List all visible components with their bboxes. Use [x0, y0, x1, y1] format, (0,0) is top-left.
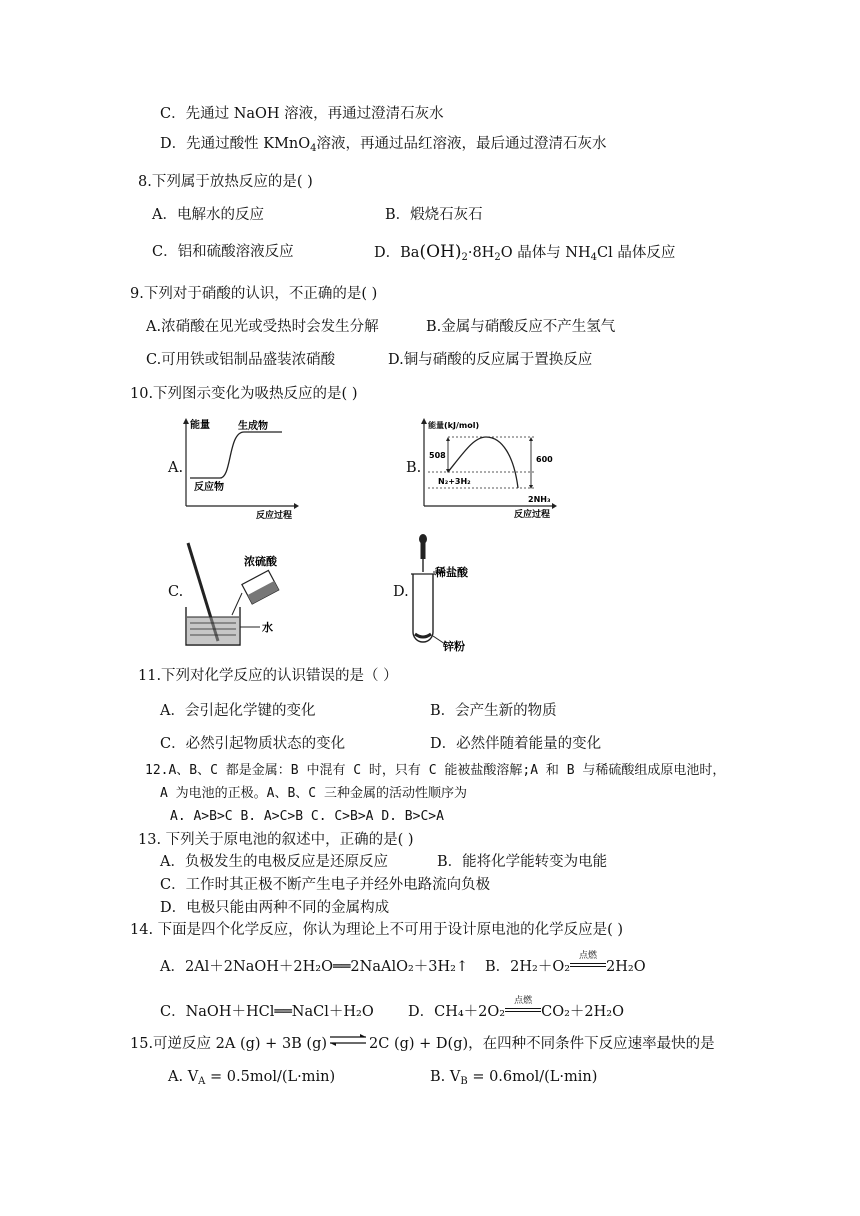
q8-option-b: B．煅烧石灰石 — [385, 207, 483, 223]
fig-a-product: 生成物 — [238, 421, 268, 432]
fig-b-value-600: 600 — [536, 455, 553, 464]
q8-option-a: A．电解水的反应 — [152, 207, 264, 223]
energy-diagram-a — [180, 416, 300, 520]
fig-b-xlabel: 反应过程 — [514, 510, 551, 520]
q7-option-c: C．先通过 NaOH 溶液，再通过澄清石灰水 — [160, 106, 444, 122]
fig-c-acid: 浓硫酸 — [244, 555, 277, 568]
q10-label-b: B. — [406, 460, 422, 476]
reversible-arrow-icon — [328, 1034, 368, 1046]
q9-option-c: C.可用铁或铝制品盛装浓硝酸 — [146, 352, 336, 368]
q13-option-b: B．能将化学能转变为电能 — [437, 854, 608, 870]
q10-label-a: A. — [168, 460, 184, 476]
fig-b-reactant: N₂+3H₂ — [438, 477, 471, 486]
q13-option-c: C．工作时其正极不断产生电子并经外电路流向负极 — [160, 877, 491, 893]
q10-label-d: D. — [393, 584, 409, 600]
q11-option-d: D．必然伴随着能量的变化 — [430, 736, 602, 752]
q9-stem: 9.下列对于硝酸的认识，不正确的是( ) — [130, 286, 378, 302]
q11-option-a: A．会引起化学键的变化 — [160, 703, 316, 719]
fig-a-xlabel: 反应过程 — [256, 511, 293, 520]
fig-d-zinc: 锌粉 — [443, 640, 465, 653]
q14-option-c: C．NaOH＋HCl══NaCl＋H₂O — [160, 1004, 374, 1020]
q15-option-a: A. $V_A = 0.5mol/(L\cdot\min)$ — [168, 1069, 336, 1087]
fig-b-value-508: 508 — [429, 451, 446, 460]
fig-a-ylabel: 能量 — [190, 420, 210, 431]
q9-option-b: B.金属与硝酸反应不产生氢气 — [426, 319, 616, 335]
q12-stem-line2: A 为电池的正极。A、B、C 三种金属的活动性顺序为 — [160, 786, 467, 801]
q13-stem: 13. 下列关于原电池的叙述中，正确的是( ) — [138, 832, 414, 848]
fig-c-water: 水 — [262, 621, 273, 634]
test-tube-diagram-d — [405, 532, 485, 654]
q7-option-d: D．先通过酸性 KMnO$_4$溶液，再通过品红溶液，最后通过澄清石灰水 — [160, 136, 607, 154]
q8-stem: 8.下列属于放热反应的是( ) — [138, 174, 313, 190]
q8-option-d: D．$Ba(OH)_2\cdot 8H_2O$ 晶体与 $NH_4Cl$ 晶体反应 — [374, 242, 676, 263]
q11-stem: 11.下列对化学反应的认识错误的是（ ） — [138, 668, 398, 684]
q14-option-b: B．2H₂＋O₂ 点燃 2H₂O — [485, 951, 646, 975]
q13-option-a: A．负极发生的电极反应是还原反应 — [160, 854, 388, 870]
q14-option-d: D．CH₄＋2O₂ 点燃 CO₂＋2H₂O — [408, 996, 624, 1020]
q8-option-c: C．铝和硫酸溶液反应 — [152, 244, 294, 260]
q11-option-b: B．会产生新的物质 — [430, 703, 557, 719]
energy-diagram-b — [418, 416, 558, 520]
fig-a-reactant: 反应物 — [194, 482, 224, 493]
fig-b-ylabel: 能量(kJ/mol) — [428, 421, 480, 430]
q12-options: A. A>B>C B. A>C>B C. C>B>A D. B>C>A — [170, 809, 444, 824]
q11-option-c: C．必然引起物质状态的变化 — [160, 736, 346, 752]
q9-option-a: A.浓硝酸在见光或受热时会发生分解 — [146, 319, 379, 335]
q9-option-d: D.铜与硝酸的反应属于置换反应 — [388, 352, 593, 368]
q15-option-b: B. $V_B = 0.6mol/(L\cdot\min)$ — [430, 1069, 598, 1087]
fig-b-product: 2NH₃ — [528, 495, 551, 504]
q14-option-a: A．2Al＋2NaOH＋2H₂O══2NaAlO₂＋3H₂↑ — [160, 959, 469, 975]
fig-d-acid: 稀盐酸 — [435, 566, 468, 579]
q15-stem: 15.可逆反应 2A (g) + 3B (g) 2C (g) + D(g)，在四种不同条件下反应速率最快的是 — [130, 1036, 715, 1052]
q13-option-d: D．电极只能由两种不同的金属构成 — [160, 900, 390, 916]
q14-stem: 14. 下面是四个化学反应，你认为理论上不可用于设计原电池的化学反应是( ) — [130, 922, 624, 938]
beaker-diagram-c — [178, 537, 303, 649]
q10-label-c: C. — [168, 584, 184, 600]
q12-stem-line1: 12.A、B、C 都是金属：B 中混有 C 时，只有 C 能被盐酸溶解;A 和 B 与稀硫酸组成原电池时， — [145, 763, 726, 778]
q10-stem: 10.下列图示变化为吸热反应的是( ) — [130, 386, 358, 402]
